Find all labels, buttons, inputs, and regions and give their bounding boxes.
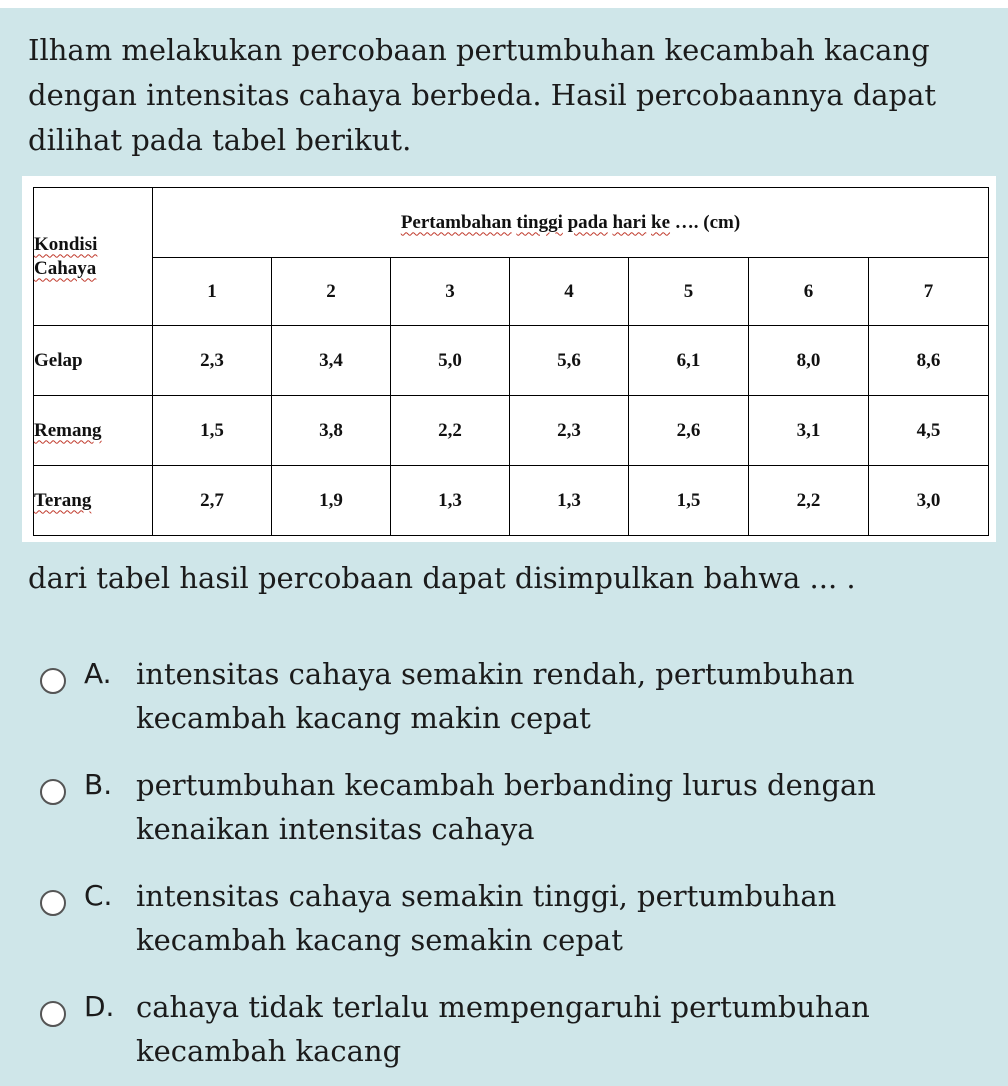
table-cell: 5,6 [510,326,629,396]
header-word: pada [567,211,608,233]
option-text: pertumbuhan kecambah berbanding lurus dengan kenaikan intensitas cahaya [136,768,876,846]
table-row-gelap [34,326,989,396]
table-cell: 8,0 [749,326,869,396]
top-strip [0,0,1008,8]
header-condition-line2: Cahaya [34,257,97,279]
table-cell: 8,6 [869,326,989,396]
option-d[interactable] [40,985,970,1081]
header-condition-line1: Kondisi [34,233,98,255]
table-cell: 3,8 [272,396,391,466]
option-c[interactable] [40,874,970,970]
table-cell: 5,0 [391,326,510,396]
header-word: ke [651,211,671,233]
option-text: intensitas cahaya semakin tinggi, pertumbuhan kecambah kacang semakin cepat [136,879,837,957]
table-cell: 6,1 [629,326,749,396]
table-cell: 2,2 [749,466,869,536]
table-cell: 3,1 [749,396,869,466]
table-cell: 2,6 [629,396,749,466]
day-header: 2 [272,258,391,326]
table-cell: 1,5 [629,466,749,536]
growth-table [33,187,989,536]
table-image [22,176,996,542]
option-letter: C. [84,879,113,912]
radio-icon[interactable] [40,668,66,694]
table-cell: 1,5 [153,396,272,466]
prompt-text: dari tabel hasil percobaan dapat disimpulkan bahwa ... . [28,561,856,595]
option-letter: B. [84,768,113,801]
table-cell: 4,5 [869,396,989,466]
table-cell: 2,2 [391,396,510,466]
table-cell: 3,0 [869,466,989,536]
table-cell: 2,3 [510,396,629,466]
table-row-remang [34,396,989,466]
question-text: Ilham melakukan percobaan pertumbuhan kecambah kacang dengan intensitas cahaya berbeda. Hasil percobaannya dapat dilihat pada tabel berikut. [28,33,937,157]
header-condition [34,188,153,326]
radio-icon[interactable] [40,890,66,916]
option-letter: D. [84,990,115,1023]
row-label-text: Remang [34,419,102,441]
table-row-terang [34,466,989,536]
day-header: 7 [869,258,989,326]
row-label [34,466,153,536]
header-growth [153,188,989,258]
day-header: 6 [749,258,869,326]
table-cell: 1,9 [272,466,391,536]
day-header: 3 [391,258,510,326]
day-header: 1 [153,258,272,326]
day-header: 5 [629,258,749,326]
radio-icon[interactable] [40,1001,66,1027]
table-cell: 1,3 [510,466,629,536]
option-b[interactable] [40,763,970,859]
table-cell: 3,4 [272,326,391,396]
header-word: tinggi [516,211,563,233]
radio-icon[interactable] [40,779,66,805]
header-word: Pertambahan [400,211,512,233]
option-a[interactable] [40,652,970,748]
row-label: Gelap [34,326,153,396]
table-cell: 2,3 [153,326,272,396]
table-cell: 1,3 [391,466,510,536]
option-text: intensitas cahaya semakin rendah, pertumbuhan kecambah kacang makin cepat [136,657,855,735]
row-label-text: Terang [34,489,92,511]
header-tail: …. (cm) [674,211,741,233]
table-cell: 2,7 [153,466,272,536]
option-text: cahaya tidak terlalu mempengaruhi pertumbuhan kecambah kacang [136,990,870,1068]
day-header: 4 [510,258,629,326]
row-label [34,396,153,466]
option-letter: A. [84,657,112,690]
header-word: hari [612,211,647,233]
